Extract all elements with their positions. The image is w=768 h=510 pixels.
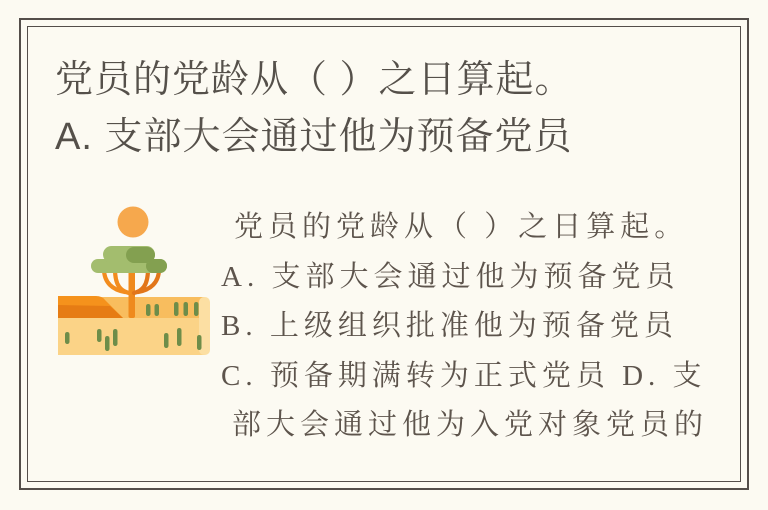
card-text-line-3: B. 上级组织批准他为预备党员 (221, 310, 678, 342)
card-text-line-4: C. 预备期满转为正式党员 D. 支 (221, 359, 707, 392)
sun-icon (118, 207, 149, 238)
question-heading-line1: 党员的党龄从（ ）之日算起。 (55, 59, 574, 101)
tree-canopy (91, 246, 167, 273)
card-text-line-5: 部大会通过他为入党对象党员的 (232, 409, 709, 441)
question-heading (55, 52, 574, 166)
grass-tuft (174, 302, 179, 316)
grass-tuft (177, 328, 182, 346)
card-text-line-2: A. 支部大会通过他为预备党员 (221, 260, 680, 293)
grass-tuft (194, 302, 199, 316)
savanna-tree-illustration (53, 200, 213, 360)
grass-tuft (97, 329, 102, 342)
question-heading-line2: A. 支部大会通过他为预备党员 (55, 116, 573, 158)
grass-tuft (184, 302, 189, 316)
grass-tuft (197, 335, 202, 350)
question-card-text (221, 203, 708, 451)
grass-tuft (65, 332, 70, 344)
ground-lower-band (58, 318, 205, 355)
tree-canopy-cap-dark (126, 247, 155, 263)
grass-tuft (113, 329, 118, 346)
card-text-line-1: 党员的党龄从（ ）之日算起。 (234, 211, 689, 243)
grass-tuft (105, 336, 110, 351)
grass-tuft (155, 304, 160, 316)
grass-tuft (164, 333, 169, 348)
grass-tuft (146, 304, 151, 316)
